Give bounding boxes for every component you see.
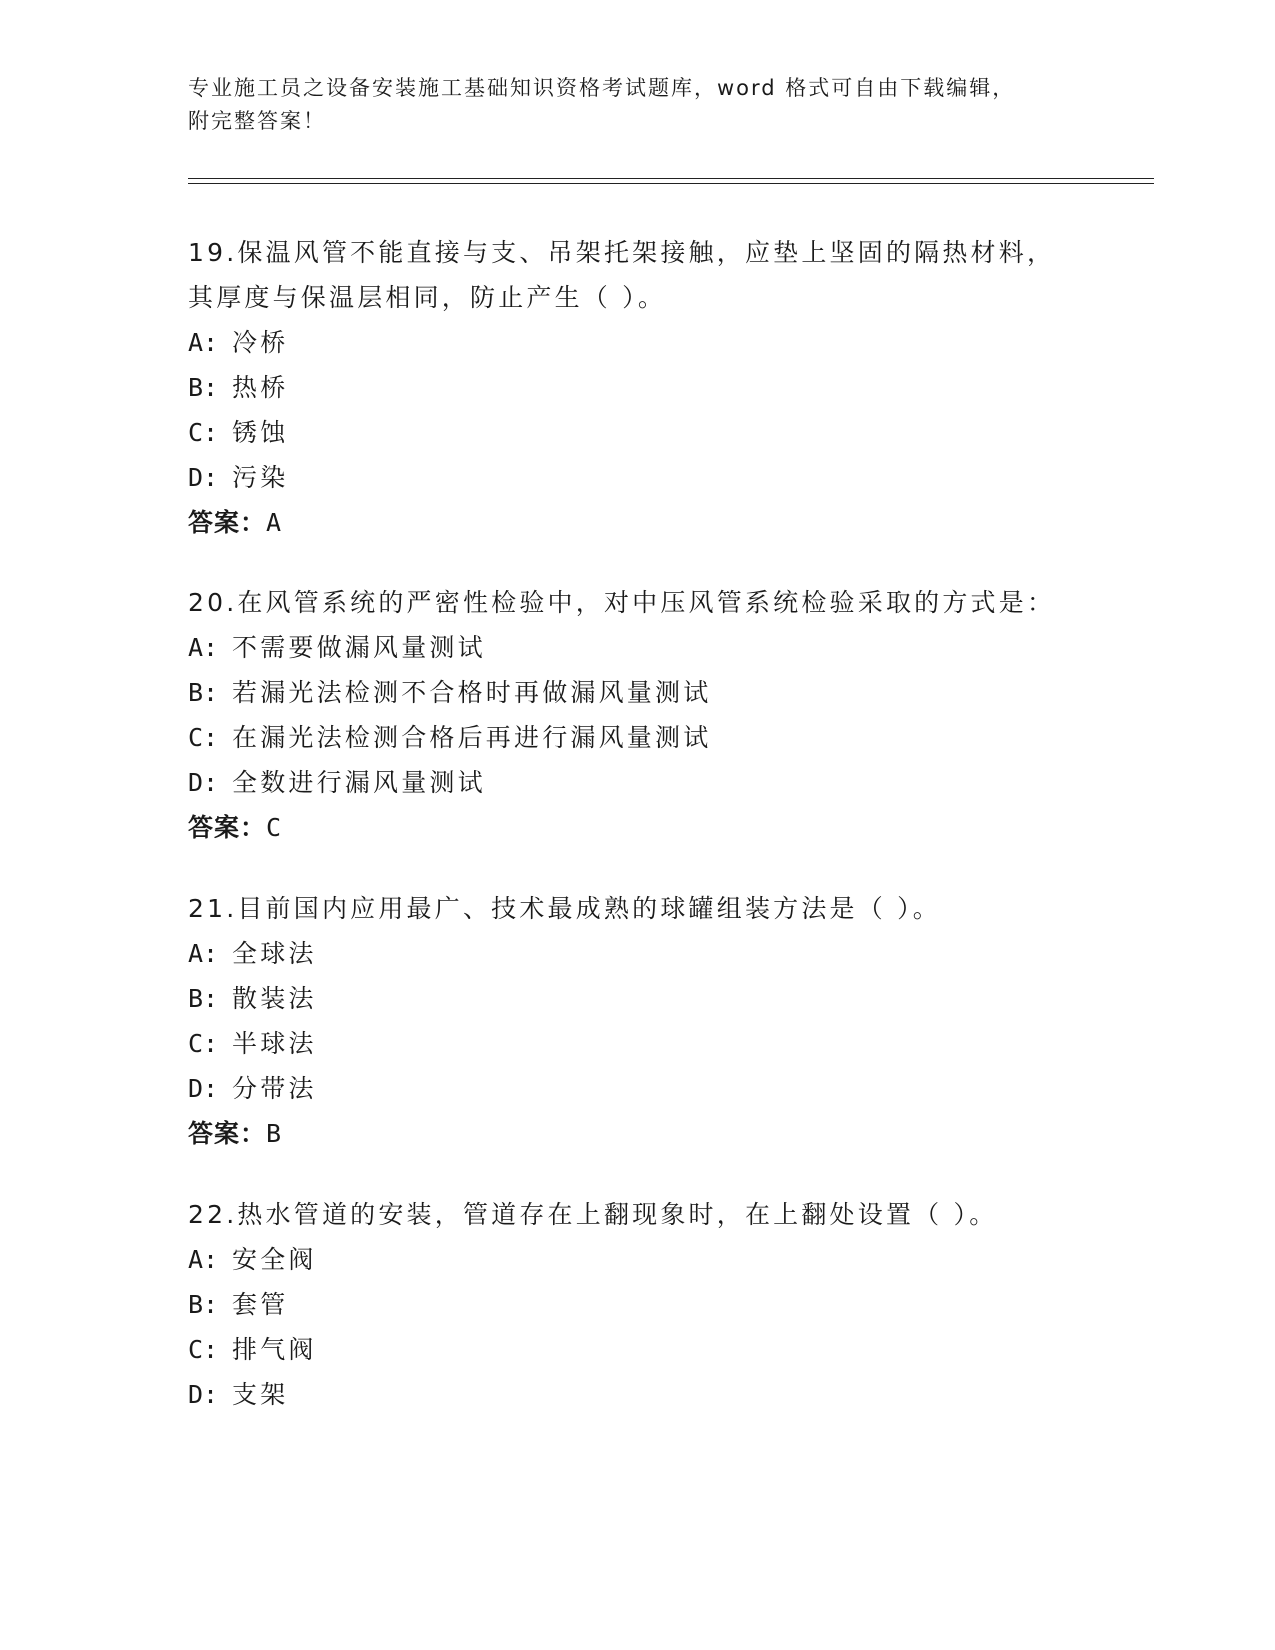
option-key: B: bbox=[188, 984, 219, 1013]
option-b bbox=[188, 670, 1088, 715]
option-key: D: bbox=[188, 1380, 219, 1409]
question-stem-line: 22.热水管道的安装，管道存在上翻现象时，在上翻处设置（ ）。 bbox=[188, 1200, 998, 1229]
option-a bbox=[188, 625, 1088, 670]
question-22 bbox=[188, 1192, 1088, 1417]
option-text: 全球法 bbox=[232, 939, 317, 968]
option-key: B: bbox=[188, 373, 219, 402]
option-key: D: bbox=[188, 463, 219, 492]
option-d bbox=[188, 1066, 1088, 1111]
answer-value: A bbox=[266, 508, 282, 537]
option-text: 套管 bbox=[232, 1290, 289, 1319]
option-key: C: bbox=[188, 1335, 219, 1364]
option-text: 排气阀 bbox=[232, 1335, 317, 1364]
header-line-2: 附完整答案！ bbox=[188, 109, 326, 133]
option-d bbox=[188, 455, 1088, 500]
option-text: 在漏光法检测合格后再进行漏风量测试 bbox=[232, 723, 712, 752]
option-key: A: bbox=[188, 633, 219, 662]
option-key: B: bbox=[188, 678, 219, 707]
option-text: 半球法 bbox=[232, 1029, 317, 1058]
option-a bbox=[188, 1237, 1088, 1282]
option-key: D: bbox=[188, 768, 219, 797]
question-21 bbox=[188, 886, 1088, 1156]
answer-line bbox=[188, 805, 1088, 850]
option-key: A: bbox=[188, 1245, 219, 1274]
answer-label: 答案： bbox=[188, 508, 267, 537]
option-text: 锈蚀 bbox=[232, 418, 289, 447]
option-b bbox=[188, 1282, 1088, 1327]
option-key: D: bbox=[188, 1074, 219, 1103]
question-19 bbox=[188, 230, 1088, 545]
header-divider-top bbox=[188, 178, 1154, 179]
option-text: 全数进行漏风量测试 bbox=[232, 768, 486, 797]
question-stem-line: 20.在风管系统的严密性检验中，对中压风管系统检验采取的方式是： bbox=[188, 588, 1056, 617]
option-c bbox=[188, 410, 1088, 455]
answer-label: 答案： bbox=[188, 813, 267, 842]
option-b bbox=[188, 976, 1088, 1021]
answer-label: 答案： bbox=[188, 1119, 267, 1148]
question-stem-line: 21.目前国内应用最广、技术最成熟的球罐组装方法是（ ）。 bbox=[188, 894, 942, 923]
option-text: 支架 bbox=[232, 1380, 289, 1409]
header-divider-bottom bbox=[188, 183, 1154, 184]
answer-line bbox=[188, 500, 1088, 545]
option-d bbox=[188, 760, 1088, 805]
document-header bbox=[188, 72, 1068, 138]
option-key: C: bbox=[188, 723, 219, 752]
option-c bbox=[188, 1327, 1088, 1372]
option-text: 若漏光法检测不合格时再做漏风量测试 bbox=[232, 678, 712, 707]
option-text: 冷桥 bbox=[232, 328, 289, 357]
option-c bbox=[188, 715, 1088, 760]
option-key: B: bbox=[188, 1290, 219, 1319]
option-text: 分带法 bbox=[232, 1074, 317, 1103]
option-key: C: bbox=[188, 1029, 219, 1058]
option-b bbox=[188, 365, 1088, 410]
question-stem-line: 19.保温风管不能直接与支、吊架托架接触，应垫上坚固的隔热材料， bbox=[188, 238, 1056, 267]
option-a bbox=[188, 931, 1088, 976]
option-text: 不需要做漏风量测试 bbox=[232, 633, 486, 662]
option-d bbox=[188, 1372, 1088, 1417]
question-20 bbox=[188, 580, 1088, 850]
option-key: C: bbox=[188, 418, 219, 447]
option-key: A: bbox=[188, 939, 219, 968]
header-line-1: 专业施工员之设备安装施工基础知识资格考试题库，word 格式可自由下载编辑， bbox=[188, 76, 1016, 100]
option-text: 散装法 bbox=[232, 984, 317, 1013]
question-stem-line: 其厚度与保温层相同，防止产生（ ）。 bbox=[188, 283, 667, 312]
option-text: 安全阀 bbox=[232, 1245, 317, 1274]
answer-line bbox=[188, 1111, 1088, 1156]
option-text: 污染 bbox=[232, 463, 289, 492]
option-c bbox=[188, 1021, 1088, 1066]
option-key: A: bbox=[188, 328, 219, 357]
answer-value: B bbox=[266, 1119, 282, 1148]
option-a bbox=[188, 320, 1088, 365]
answer-value: C bbox=[266, 813, 282, 842]
option-text: 热桥 bbox=[232, 373, 289, 402]
